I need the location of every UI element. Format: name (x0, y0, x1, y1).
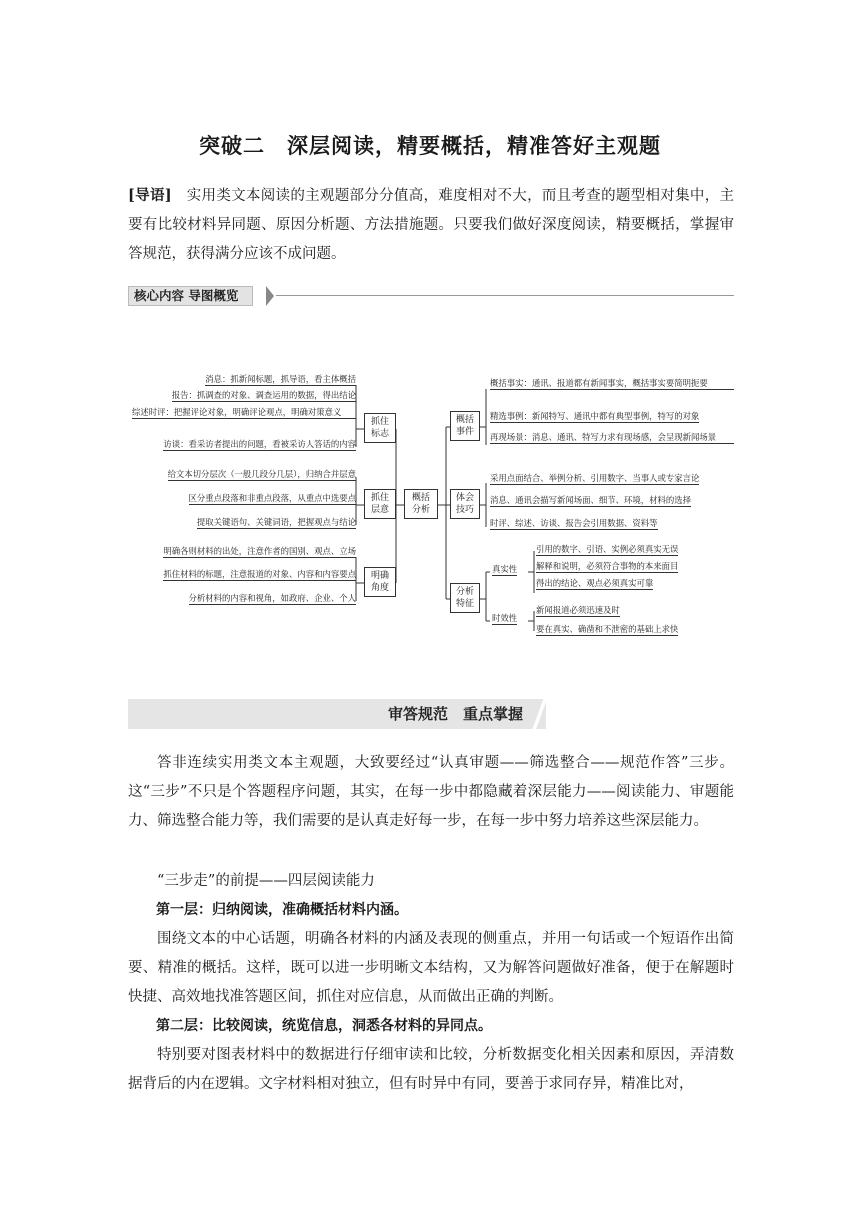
intro-label: [导语] (128, 187, 172, 204)
body-paragraph-3: 特别要对图表材料中的数据进行仔细审读和比较，分析数据变化相关因素和原因，弄清数据背后的内在逻辑。文字材料相对独立，但有时异中有同，要善于求同存异，精准比对， (128, 1047, 734, 1092)
page-title: 突破二 深层阅读，精要概括，精准答好主观题 (199, 134, 661, 158)
leaf-item: 分析材料的内容和视角，如政府、企业、个人 (188, 593, 356, 603)
node-clarify-angle (364, 567, 396, 597)
heading-level-two: 第二层：比较阅读，统览信息，洞悉各材料的异同点。 (156, 1018, 492, 1034)
leaf-item: 新闻报道必须迅速及时 (536, 605, 620, 615)
node-label: 分析 特征 (455, 587, 474, 609)
node-grasp-marks (364, 413, 396, 443)
leaf-item: 时评、综述、访谈、报告会引用数据、资料等 (490, 518, 658, 528)
leaf-item: 解释和说明，必须符合事物的本来面目 (536, 561, 679, 571)
intro-text: 实用类文本阅读的主观题部分分值高，难度相对不大，而且考查的题型相对集中，主要有比较材料异同题、原因分析题、方法措施题。只要我们做好深度阅读，精要概括，掌握审答规范，获得满分应该不成问题。 (128, 188, 734, 262)
banner-arrow-icon (266, 286, 274, 306)
leaf-item: 得出的结论、观点必须真实可靠 (536, 578, 654, 588)
leaf-item: 概括事实：通讯、报道都有新闻事实，概括事实要简明扼要 (490, 378, 734, 390)
leaf-item: 提取关键语句、关键词语，把握观点与结论 (196, 517, 356, 527)
node-grasp-layers (364, 489, 396, 519)
leaf-item: 消息、通讯会描写新闻场面、细节、环境，材料的选择 (490, 495, 691, 505)
section-slash-decoration (532, 699, 546, 729)
section-title: 审答规范 重点掌握 (387, 705, 523, 723)
leaf-item: 消息：抓新闻标题，抓导语，看主体概括 (205, 374, 356, 384)
leaf-item: 综述时评：把握评论对象，明确评论观点，明确对策意义 (132, 407, 356, 419)
node-label: 体会 技巧 (455, 493, 474, 515)
sub-label-timeliness: 时效性 (492, 613, 518, 623)
body-paragraph-1: 答非连续实用类文本主观题，大致要经过“认真审题——筛选整合——规范作答”三步。这“三步”不只是个答题程序问题，其实，在每一步中都隐藏着深层能力——阅读能力、审题能力、筛选整合能力等，我们需要的是认真走好每一步，在每一步中努力培养这些深层能力。 (128, 755, 734, 829)
node-label: 抓住 标志 (370, 417, 389, 439)
leaf-item: 引用的数字、引语、实例必须真实无误 (536, 544, 679, 554)
leaf-item: 采用点面结合、举例分析、引用数字、当事人或专家言论 (490, 473, 700, 483)
core-content-banner (128, 286, 734, 306)
leaf-item: 明确各则材料的出处，注意作者的国别、观点、立场 (163, 546, 356, 556)
leaf-item: 访谈：看采访者提出的问题，看被采访人答话的内容 (163, 439, 356, 449)
leaf-item: 要在真实、确凿和不泄密的基础上求快 (536, 624, 679, 634)
heading-four-levels: “三步走”的前提——四层阅读能力 (157, 873, 375, 889)
intro-paragraph (128, 181, 734, 269)
leaf-item: 报告：抓调查的对象、调查运用的数据，得出结论 (171, 390, 356, 400)
heading-level-one: 第一层：归纳阅读，准确概括材料内涵。 (156, 902, 408, 918)
mind-map (128, 365, 734, 645)
node-label: 明确 角度 (370, 571, 389, 593)
sub-label-authenticity: 真实性 (492, 564, 518, 574)
mind-map-center (404, 489, 438, 519)
node-summarize-event (450, 411, 480, 441)
banner-label: 核心内容 导图概览 (128, 286, 253, 306)
leaf-item: 区分重点段落和非重点段落，从重点中选要点 (188, 493, 356, 503)
leaf-item: 给文本切分层次（一般几段分几层），归纳合并层意 (167, 469, 356, 479)
section-bar-end (546, 699, 734, 729)
leaf-item: 抓住材料的标题，注意报道的对象、内容和内容要点 (163, 569, 356, 579)
leaf-item: 精选事例：新闻特写、通讯中都有典型事例，特写的对象 (490, 411, 700, 421)
leaf-item: 再现场景：消息、通讯、特写力求有现场感，会呈现新闻场景 (490, 432, 734, 444)
node-label: 概括 事件 (455, 415, 474, 437)
banner-rule (276, 295, 734, 296)
center-label: 概括 分析 (411, 493, 430, 515)
node-technique (450, 489, 480, 519)
section-header (128, 699, 734, 729)
node-label: 抓住 层意 (370, 493, 389, 515)
node-analyze-features (450, 583, 480, 613)
body-paragraph-2: 围绕文本的中心话题，明确各材料的内涵及表现的侧重点，并用一句话或一个短语作出简要、精准的概括。这样，既可以进一步明晰文本结构，又为解答问题做好准备，便于在解题时快捷、高效地找准答题区间，抓住对应信息，从而做出正确的判断。 (128, 931, 734, 1005)
